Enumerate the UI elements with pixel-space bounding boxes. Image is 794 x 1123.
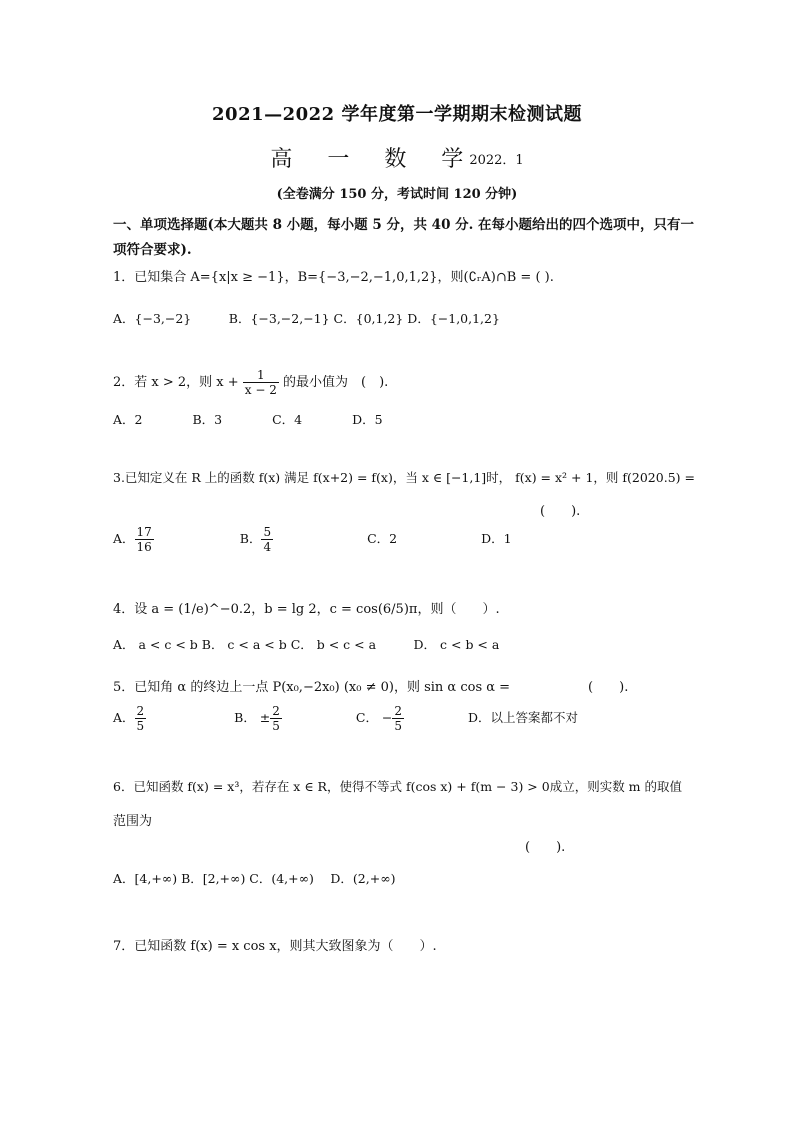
option-c-label: C． − bbox=[355, 710, 393, 725]
question-3-options bbox=[113, 525, 512, 554]
option-b-label: B． ± bbox=[234, 710, 271, 725]
question-1-stem: 1．已知集合 A={x|x ≥ −1}，B={−3,−2,−1,0,1,2}，则(∁ᵣA)∩B = ( ). bbox=[113, 270, 554, 285]
fraction-numerator: 5 bbox=[263, 525, 272, 539]
option-a-label: A． bbox=[113, 531, 135, 546]
exam-note: (全卷满分 150 分，考试时间 120 分钟) bbox=[276, 187, 518, 202]
fraction-numerator: 17 bbox=[136, 525, 152, 539]
fraction-numerator: 2 bbox=[272, 704, 280, 718]
option-c: C．2 bbox=[367, 531, 398, 546]
question-2-stem-a: 2．若 x > 2，则 x + bbox=[113, 375, 239, 390]
exam-title: 2021—2022 学年度第一学期期末检测试题 bbox=[212, 104, 582, 125]
fraction-denominator: x − 2 bbox=[244, 383, 277, 397]
question-6-answer-paren: ( ). bbox=[525, 840, 566, 855]
question-6-options: A．[4,+∞) B．[2,+∞) C．(4,+∞) D．(2,+∞) bbox=[113, 871, 396, 886]
question-2-stem bbox=[113, 368, 388, 397]
option-c-fraction bbox=[392, 704, 404, 733]
question-5-options bbox=[113, 704, 578, 733]
question-3-answer-paren: ( ). bbox=[540, 504, 581, 519]
exam-date: 2022．1 bbox=[469, 153, 524, 168]
fraction-denominator: 16 bbox=[136, 540, 152, 554]
question-2-stem-b: 的最小值为 ( ). bbox=[283, 375, 389, 390]
option-b-fraction bbox=[261, 525, 273, 554]
fraction-denominator: 5 bbox=[136, 719, 145, 733]
question-2-fraction bbox=[243, 368, 279, 397]
question-1-options: A．{−3,−2} B．{−3,−2,−1} C．{0,1,2} D．{−1,0,1,2} bbox=[113, 311, 500, 326]
subject-label: 高 一 数 学 bbox=[270, 147, 478, 172]
fraction-denominator: 5 bbox=[272, 719, 280, 733]
option-a-label: A． bbox=[113, 710, 135, 725]
option-d: D．1 bbox=[481, 531, 512, 546]
option-b-label: B． bbox=[239, 531, 262, 546]
fraction-denominator: 5 bbox=[394, 719, 403, 733]
question-6-stem-line1: 6．已知函数 f(x) = x³，若存在 x ∈ R，使得不等式 f(cos x) + f(m − 3) > 0成立，则实数 m 的取值 bbox=[113, 779, 682, 794]
question-7-stem: 7．已知函数 f(x) = x cos x，则其大致图象为（ ）. bbox=[113, 939, 437, 954]
exam-subject bbox=[0, 142, 794, 173]
question-4-options: A． a < c < b B． c < a < b C． b < c < a D． c < b < a bbox=[113, 637, 500, 652]
option-a-fraction bbox=[135, 525, 154, 554]
question-2-options: A．2 B．3 C．4 D．5 bbox=[113, 412, 383, 427]
fraction-numerator: 1 bbox=[243, 368, 279, 383]
fraction-numerator: 2 bbox=[136, 704, 145, 718]
option-b-fraction bbox=[270, 704, 282, 733]
option-d: D．以上答案都不对 bbox=[468, 710, 579, 725]
section-heading: 一、单项选择题(本大题共 8 小题，每小题 5 分，共 40 分. 在每小题给出的四个选项中，只有一项符合要求). bbox=[113, 217, 695, 258]
question-3-stem: 3.已知定义在 R 上的函数 f(x) 满足 f(x+2) = f(x)，当 x ∈ [−1,1]时， f(x) = x² + 1，则 f(2020.5) = bbox=[113, 470, 695, 485]
question-4-stem: 4．设 a = (1/e)^−0.2，b = lg 2，c = cos(6/5)π，则（ ）. bbox=[113, 602, 500, 617]
fraction-denominator: 4 bbox=[263, 540, 272, 554]
question-6-stem-line2: 范围为 bbox=[113, 814, 153, 829]
option-a-fraction bbox=[135, 704, 147, 733]
question-5-stem: 5．已知角 α 的终边上一点 P(x₀,−2x₀) (x₀ ≠ 0)，则 sin α cos α = ( ). bbox=[113, 680, 629, 695]
fraction-numerator: 2 bbox=[394, 704, 403, 718]
